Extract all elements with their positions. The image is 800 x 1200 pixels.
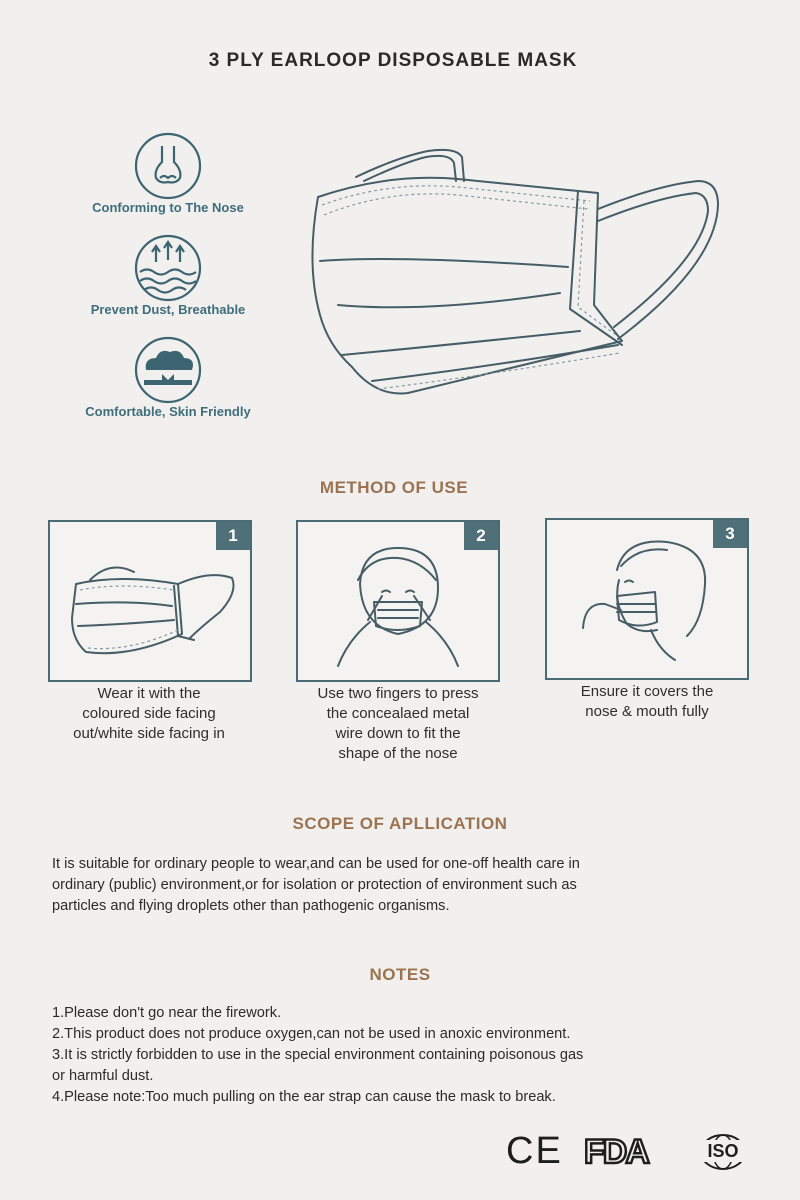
- step-2-panel: [296, 520, 500, 682]
- step-number: 2: [464, 522, 498, 550]
- feature-label: Conforming to The Nose: [92, 200, 244, 215]
- step-3-panel: [545, 518, 749, 680]
- note-item: 2.This product does not produce oxygen,can not be used in anoxic environment.: [52, 1026, 571, 1042]
- feature-label: Prevent Dust, Breathable: [90, 302, 246, 317]
- step-1-caption: Wear it with the coloured side facing out/white side facing in: [73, 685, 225, 742]
- scope-paragraph: It is suitable for ordinary people to wear,and can be used for one-off health care in ordinary (public) environment,or for isolation or protection of environment such as particles and flying droplets other than pathogenic organisms.: [52, 856, 580, 914]
- step-1-panel: [48, 520, 252, 682]
- mask-illustration: [298, 145, 728, 415]
- note-item: or harmful dust.: [52, 1068, 154, 1084]
- notes-heading: NOTES: [369, 965, 431, 984]
- cloud-skin-icon: [58, 336, 278, 406]
- scope-heading: SCOPE OF APLLICATION: [292, 814, 508, 833]
- step-number: 3: [713, 520, 747, 548]
- nose-icon: [58, 132, 278, 202]
- feature-breathable: [58, 234, 278, 324]
- mask-flat-illustration: [50, 522, 250, 680]
- fingers-press-nose-illustration: [298, 522, 498, 680]
- feature-label: Comfortable, Skin Friendly: [85, 404, 251, 419]
- mask-fit-check-illustration: [547, 520, 747, 678]
- feature-skin-friendly: [58, 336, 278, 426]
- step-3-caption: Ensure it covers the nose & mouth fully: [580, 683, 714, 720]
- note-item: 4.Please note:Too much pulling on the ear strap can cause the mask to break.: [52, 1089, 556, 1105]
- fda-logo: FDA: [584, 1133, 648, 1171]
- method-heading: METHOD OF USE: [319, 478, 469, 497]
- step-number: 1: [216, 522, 250, 550]
- step-2-caption: Use two fingers to press the concealaed metal wire down to fit the shape of the nose: [317, 685, 479, 762]
- page-title: 3 PLY EARLOOP DISPOSABLE MASK: [208, 50, 578, 71]
- notes-list: [52, 1003, 752, 1108]
- feature-nose: [58, 132, 278, 222]
- note-item: 1.Please don't go near the firework.: [52, 1005, 282, 1021]
- note-item: 3.It is strictly forbidden to use in the special environment containing poisonous gas: [52, 1047, 584, 1063]
- ce-mark: CE: [506, 1130, 563, 1172]
- breathable-arrows-icon: [58, 234, 278, 304]
- iso-logo: ISO: [698, 1132, 748, 1172]
